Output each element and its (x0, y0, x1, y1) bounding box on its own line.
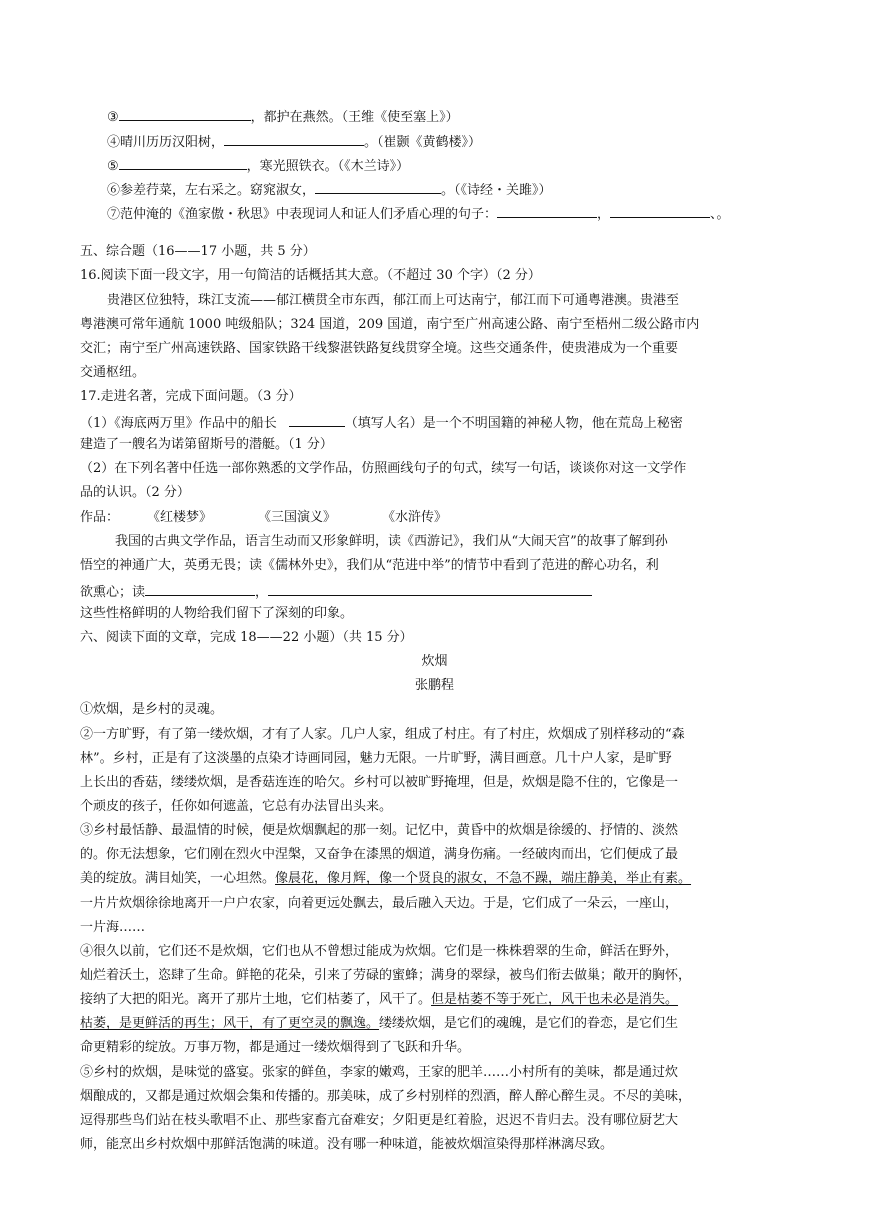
article-para-2: 个顽皮的孩子，任你如何遮盖，它总有办法冒出头来。 (80, 799, 393, 814)
passage-line: 交汇；南宁至广州高速铁路、国家铁路干线黎湛铁路复线贯穿全境。这些交通条件，使贵港成为一个重要 (80, 341, 679, 356)
question-17: 17.走进名著，完成下面问题。（3 分） (80, 389, 302, 404)
answer-blank[interactable] (610, 203, 710, 218)
article-para-4: ④很久以前，它们还不是炊烟，它们也从不曾想过能成为炊烟。它们是一株株碧翠的生命，鲜活在野外， (80, 944, 679, 959)
question-16: 16.阅读下面一段文字，用一句简洁的话概括其大意。（不超过 30 个字）（2 分） (80, 268, 541, 283)
article-para-3: 的。你无法想象，它们刚在烈火中涅槃，又奋争在漆黑的烟道，满身伤痛。一经破肉而出，它们便成了最 (80, 847, 679, 862)
example-line: 这些性格鲜明的人物给我们留下了深刻的印象。 (80, 606, 354, 621)
underlined-sentence: 枯萎，是更鲜活的再生；风干，有了更空灵的飘逸。 (80, 1016, 380, 1031)
article-para-4: 枯萎，是更鲜活的再生；风干，有了更空灵的飘逸。缕缕炊烟，是它们的魂魄，是它们的眷恋，是它们生 (80, 1016, 679, 1031)
question-17-2-cont: 品的认识。（2 分） (80, 485, 190, 500)
example-line: 悟空的神通广大，英勇无畏；读《儒林外史》，我们从“范进中举”的情节中看到了范进的醉心功名，利 (80, 558, 659, 573)
work-option: 《三国演义》 (258, 510, 337, 525)
question-17-1: （1）《海底两万里》作品中的船长 （填写人名）是一个不明国籍的神秘人物，他在荒岛上秘密 (80, 412, 683, 433)
poem-line-4: ④晴川历历汉阳树， 。（崔颢《黄鹤楼》） (107, 131, 481, 152)
article-para-1: ①炊烟，是乡村的灵魂。 (80, 702, 224, 717)
article-author: 张鹏程 (414, 678, 454, 693)
article-para-3: 一片海…… (80, 920, 146, 935)
article-para-2: ②一方旷野，有了第一缕炊烟，才有了人家。几户人家，组成了村庄。有了村庄，炊烟成了别样移动的“森 (80, 727, 685, 742)
article-para-3: ③乡村最恬静、最温情的时候，便是炊烟飘起的那一刻。记忆中，黄昏中的炊烟是徐缓的、抒情的、淡然 (80, 823, 679, 838)
work-option: 《红楼梦》 (147, 510, 213, 525)
passage-line: 交通枢纽。 (80, 365, 146, 380)
answer-blank[interactable] (119, 155, 247, 170)
article-para-5: 逗得那些鸟们站在枝头歌唱不止、那些家畜亢奋难安；夕阳更是红着脸，迟迟不肯归去。没有哪位厨艺大 (80, 1113, 679, 1128)
poem-line-7: ⑦范仲淹的《渔家傲・秋思》中表现词人和证人们矛盾心理的句子： ， 、。 (107, 203, 730, 224)
answer-blank[interactable] (119, 106, 251, 121)
underlined-sentence: 但是枯萎不等于死亡，风干也未必是消失。 (431, 992, 679, 1007)
answer-blank[interactable] (315, 179, 441, 194)
answer-blank[interactable] (145, 581, 255, 596)
answer-blank[interactable] (268, 581, 592, 596)
article-para-3: 一片片炊烟徐徐地离开一户户农家，向着更远处飘去，最后融入天边。于是，它们成了一朵云，一座山， (80, 896, 679, 911)
passage-line: 贵港区位独特，珠江支流——郁江横贯全市东西，郁江而上可达南宁，郁江而下可通粤港澳。贵港至 (107, 293, 680, 308)
answer-blank[interactable] (497, 203, 597, 218)
answer-blank[interactable] (224, 131, 364, 146)
article-para-5: 烟酿成的，又都是通过炊烟会集和传播的。那美味，成了乡村别样的烈酒，醉人醉心醉生灵。不尽的美味， (80, 1089, 692, 1104)
section-5-heading: 五、综合题（16——17 小题，共 5 分） (80, 244, 316, 259)
underlined-sentence: 像晨花，像月辉，像一个贤良的淑女，不急不躁，端庄静美，举止有素。 (275, 871, 692, 886)
article-title: 炊烟 (421, 654, 448, 669)
question-17-1-cont: 建造了一艘名为诺第留斯号的潜艇。（1 分） (80, 437, 333, 452)
example-line: 我国的古典文学作品，语言生动而又形象鲜明，读《西游记》，我们从“大闹天宫”的故事了解到孙 (115, 534, 668, 549)
question-17-2: （2）在下列名著中任选一部你熟悉的文学作品，仿照画线句子的句式，续写一句话，谈谈你对这一文学作 (80, 461, 687, 476)
article-para-3: 美的绽放。满目灿笑，一心坦然。像晨花，像月辉，像一个贤良的淑女，不急不躁，端庄静美，举止有素。 (80, 871, 692, 886)
section-6-heading: 六、阅读下面的文章，完成 18——22 小题）（共 15 分） (80, 630, 413, 645)
article-para-4: 接纳了大把的阳光。离开了那片土地，它们枯萎了，风干了。但是枯萎不等于死亡，风干也未必是消失。 (80, 992, 679, 1007)
article-para-4: 灿烂着沃土，恣肆了生命。鲜艳的花朵，引来了劳碌的蜜蜂；满身的翠绿，被鸟们衔去做巢；敞开的胸怀， (80, 968, 692, 983)
work-option: 《水浒传》 (382, 510, 448, 525)
works-list: 作品： 《红楼梦》 《三国演义》 《水浒传》 (80, 510, 448, 525)
article-para-5: ⑤乡村的炊烟，是味觉的盛宴。张家的鲜鱼，李家的嫩鸡，王家的肥羊……小村所有的美味，都是通过炊 (80, 1065, 679, 1080)
answer-blank[interactable] (289, 412, 345, 427)
poem-line-3: ③ ，都护在燕然。（王维《使至塞上》） (107, 106, 459, 127)
poem-line-6: ⑥参差荇菜，左右采之。窈窕淑女， 。（《诗经・关雎》） (107, 179, 552, 200)
article-para-2: 林”。乡村，正是有了这淡墨的点染才诗画同园，魅力无限。一片旷野，满目画意。几十户人家，是旷野 (80, 751, 672, 766)
poem-line-5: ⑤ ，寒光照铁衣。（《木兰诗》） (107, 155, 409, 176)
article-para-4: 命更精彩的绽放。万事万物，都是通过一缕炊烟得到了飞跃和升华。 (80, 1040, 471, 1055)
article-para-2: 上长出的香菇，缕缕炊烟，是香菇连连的哈欠。乡村可以被旷野掩埋，但是，炊烟是隐不住的，它像是一 (80, 775, 679, 790)
article-para-5: 师，能烹出乡村炊烟中那鲜活饱满的味道。没有哪一种味道，能被炊烟渲染得那样淋漓尽致。 (80, 1137, 614, 1152)
passage-line: 粤港澳可常年通航 1000 吨级船队；324 国道，209 国道，南宁至广州高速公路、南宁至梧州二级公路市内 (80, 317, 700, 332)
example-line: 欲熏心；读 ， (80, 581, 592, 602)
